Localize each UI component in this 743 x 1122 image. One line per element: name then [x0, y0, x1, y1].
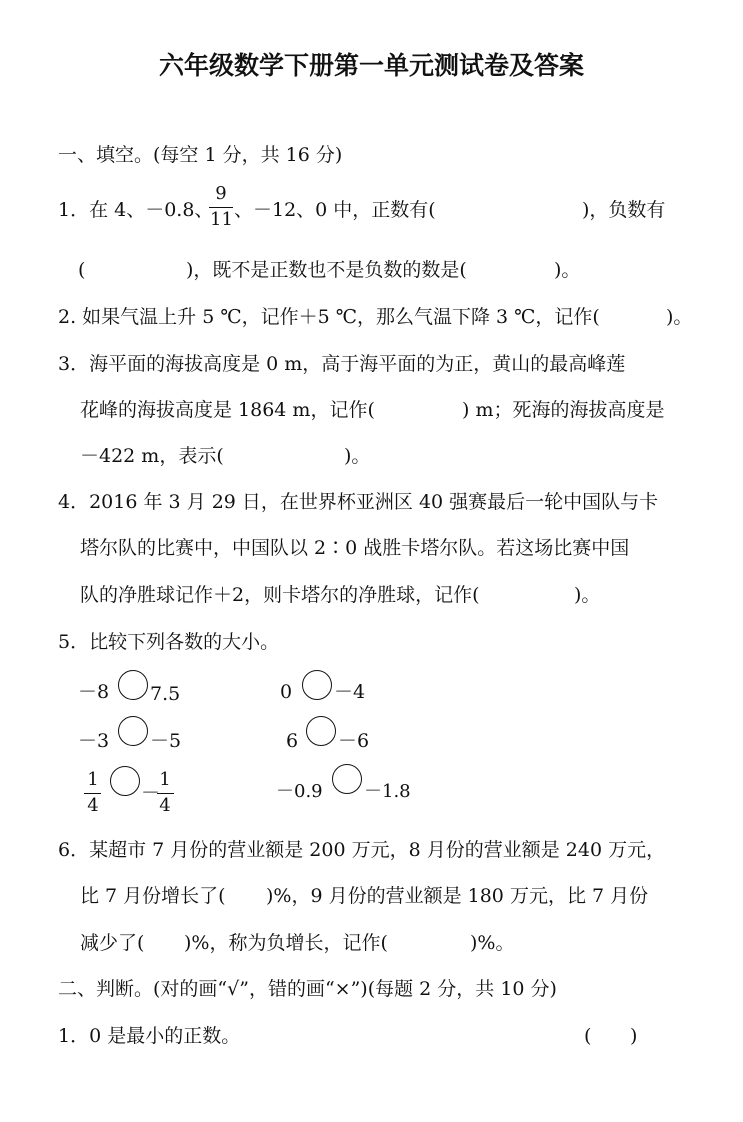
judge-q1-open-paren: ( [584, 1025, 592, 1047]
q1-fraction-denominator: 11 [210, 209, 233, 230]
q5-r2-right-a: 6 [286, 730, 299, 752]
q5-r3-frac1-den: 4 [87, 795, 99, 816]
q5-r2-left-b: －5 [150, 730, 182, 752]
q4-line3-b: )。 [574, 584, 601, 606]
q5-r1-left-a: －8 [78, 681, 110, 703]
judge-q1-text: 1．0 是最小的正数。 [58, 1025, 241, 1047]
q1-fraction-bar [209, 207, 233, 208]
q5-r3-frac1-bar [84, 793, 101, 794]
q5-r1-right-b: －4 [334, 681, 366, 703]
q5-r3-right-b: －1.8 [364, 781, 411, 802]
q5-r3-minus: － [141, 782, 161, 804]
section-2-heading: 二、判断。(对的画“√”，错的画“×”)(每题 2 分，共 10 分) [58, 978, 557, 1000]
q3-line3-a: －422 m，表示( [80, 445, 224, 467]
q1-line2-b: )，既不是正数也不是负数的数是( [186, 259, 467, 281]
q6-line3-a: 减少了( [80, 932, 145, 954]
judge-q1-close-paren: ) [630, 1025, 638, 1047]
q4-line3-a: 队的净胜球记作＋2，则卡塔尔的净胜球，记作( [80, 584, 480, 606]
q2-end: )。 [666, 306, 693, 328]
q5-r1-right-a: 0 [280, 681, 293, 703]
q5-r1-left-b: 7.5 [150, 683, 181, 705]
q6-line3-b: )%，称为负增长，记作( [184, 932, 388, 954]
q5-title: 5．比较下列各数的大小。 [58, 631, 280, 653]
q5-r3-frac2-bar [157, 793, 174, 794]
q5-r3-frac2-num: 1 [159, 769, 171, 790]
q5-r3-frac1-num: 1 [87, 769, 99, 790]
q2-text: 2. 如果气温上升 5 ℃，记作＋5 ℃，那么气温下降 3 ℃，记作( [58, 306, 600, 328]
q5-r2-right-b: －6 [338, 730, 370, 752]
q1-line2-c: )。 [554, 259, 581, 281]
q5-r2-left-a: －3 [78, 730, 110, 752]
q3-line3-b: )。 [344, 445, 371, 467]
section-1-heading: 一、填空。(每空 1 分，共 16 分) [58, 144, 343, 166]
q4-line2: 塔尔队的比赛中，中国队以 2∶0 战胜卡塔尔队。若这场比赛中国 [80, 537, 630, 559]
compare-circle[interactable] [302, 670, 332, 700]
q5-r3-frac2-den: 4 [159, 795, 171, 816]
compare-circle[interactable] [306, 716, 336, 746]
q3-line1: 3．海平面的海拔高度是 0 m，高于海平面的为正，黄山的最高峰莲 [58, 353, 626, 375]
q6-line2-b: )%，9 月份的营业额是 180 万元，比 7 月份 [266, 885, 649, 907]
q3-line2-a: 花峰的海拔高度是 1864 m，记作( [80, 399, 375, 421]
q4-line1: 4．2016 年 3 月 29 日，在世界杯亚洲区 40 强赛最后一轮中国队与卡 [58, 491, 659, 513]
q6-line1: 6．某超市 7 月份的营业额是 200 万元，8 月份的营业额是 240 万元， [58, 839, 666, 861]
compare-circle[interactable] [332, 764, 362, 794]
q6-line2-a: 比 7 月份增长了( [80, 885, 226, 907]
q1-part-c: )，负数有 [582, 199, 666, 221]
q1-part-b: 、－12、0 中，正数有( [234, 199, 436, 221]
q1-line2-a: ( [78, 259, 86, 281]
q6-line3-c: )%。 [470, 932, 515, 954]
compare-circle[interactable] [118, 670, 148, 700]
q1-part-a: 1．在 4、－0.8、 [58, 199, 214, 221]
q1-fraction-numerator: 9 [215, 183, 227, 204]
compare-circle[interactable] [110, 766, 140, 796]
q3-line2-b: ) m；死海的海拔高度是 [462, 399, 665, 421]
q5-r3-right-a: －0.9 [276, 781, 323, 802]
page-title: 六年级数学下册第一单元测试卷及答案 [158, 51, 584, 80]
compare-circle[interactable] [118, 716, 148, 746]
